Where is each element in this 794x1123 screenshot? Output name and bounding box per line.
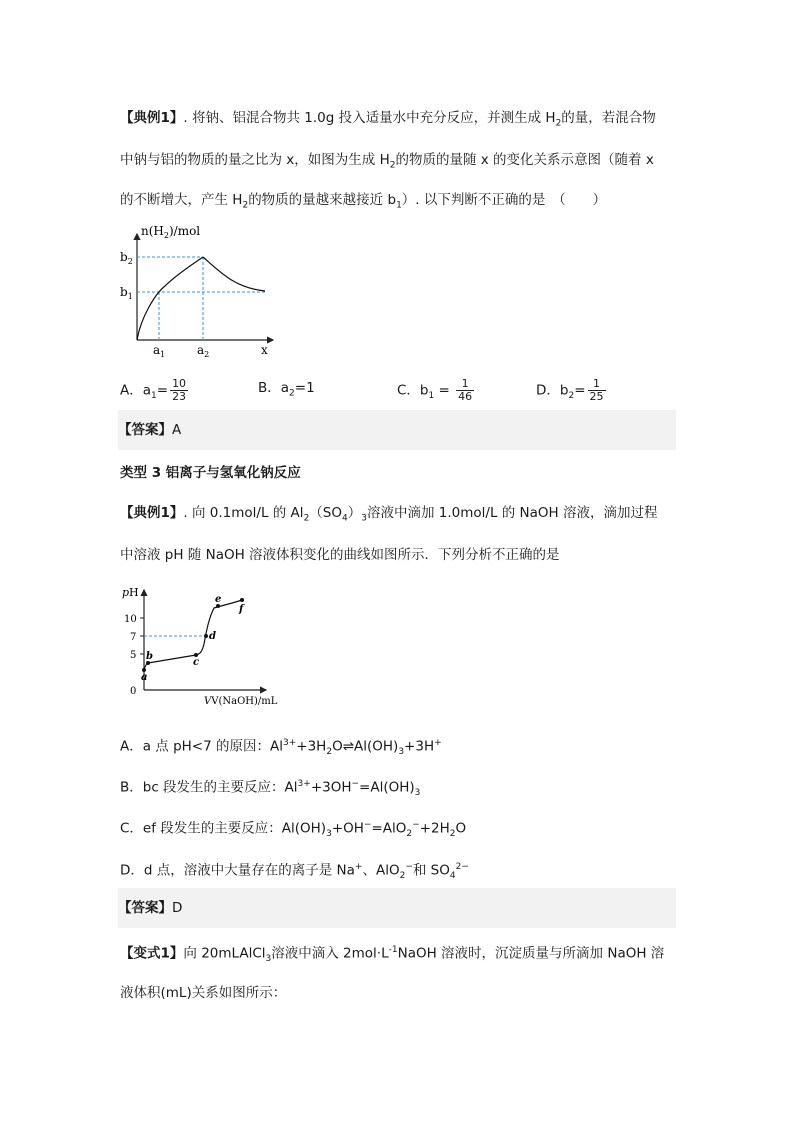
option1-b: B．$a_2=1$ (258, 380, 315, 399)
chart1-x-label: x (261, 343, 268, 357)
chart2-figure (118, 582, 278, 706)
chart2-point-d-label: d (209, 631, 216, 642)
chart2-point-c-label: c (193, 657, 200, 668)
variant1-label: 【变式1】 (120, 945, 184, 962)
chart2-point-f-label: f (239, 604, 244, 615)
example2-label: 【典例1】 (120, 505, 184, 521)
variant1-line2: 液体积(mL)关系如图所示： (120, 985, 287, 1001)
example2-line1: 【典例1】. 向 0.1mol/L 的 $Al_2(SO_4)_3$溶液中滴加 1.0mol/L 的 NaOH 溶液，滴加过程 (120, 505, 658, 524)
chart1-rising-curve (137, 257, 203, 340)
option2-c: C．ef 段发生的主要反应：$Al(OH)_3+OH^-=AlO_2^-+2H_2O$ (120, 820, 467, 840)
option1-c: C．$b_1$ = $\frac{1}{46}$ (397, 377, 473, 403)
answer1-value: A (172, 422, 182, 438)
chart2-point-d (204, 634, 208, 638)
chart1-b1-label: $b_1$ (120, 285, 133, 301)
chart2-tick-5-label: 5 (130, 650, 137, 661)
example1-line2: 中钠与铝的物质的量之比为 x，如图为生成 $H_2$的物质的量随 x 的变化关系示意图（随着 x (120, 152, 654, 171)
example1-line3: 的不断增大，产生 $H_2$的物质的量越来越接近 $b_1$）. 以下判断不正确的是 （ ） (120, 192, 607, 211)
chart2-x-label: VV(NaOH)/mL (204, 696, 278, 706)
option2-b: B．bc 段发生的主要反应：$Al^{3+}+3OH^-=Al(OH)_3$ (120, 779, 421, 799)
answer2-value: D (172, 900, 183, 916)
answer1-box: 【答案】A (118, 410, 676, 450)
chart2-tick-10-label: 10 (124, 614, 137, 625)
chart2-tick-0-label: 0 (130, 686, 137, 697)
example1-line1: 【典例1】. 将钠、铝混合物共 1.0g 投入适量水中充分反应，并测生成 $H_2$的量，若混合物 (120, 110, 656, 129)
chart2-point-e-label: e (215, 594, 222, 605)
chart2-y-label: pH (122, 586, 139, 599)
option1-a: A．$a_1=$ $\frac{10}{23}$ (120, 377, 187, 403)
chart1-b2-label: $b_2$ (120, 250, 133, 266)
chart1-y-label: $n(H_2)$/mol (141, 224, 201, 240)
chart2-point-a-label: a (141, 672, 148, 683)
option1-d: D．$b_2=$ $\frac{1}{25}$ (536, 377, 604, 403)
chart1-falling-curve (203, 257, 265, 291)
chart2-tick-7-label: 7 (130, 632, 137, 643)
answer2-box: 【答案】D (118, 888, 676, 928)
chart1-a1-label: $a_1$ (153, 343, 166, 359)
chart2-point-f (240, 598, 244, 602)
chart2-point-b-label: b (146, 651, 153, 662)
chart1-figure (115, 222, 285, 364)
example1-label: 【典例1】 (120, 110, 184, 126)
option2-a: A．a 点 pH<7 的原因：$Al^{3+}+3H_2O\rightleftharpoons Al(OH)_3+3H^+$ (120, 738, 442, 758)
option2-d: D．d 点，溶液中大量存在的离子是 Na+、AlO$_2$−和 $SO_4^{2-}$ (120, 862, 469, 882)
variant1-line1: 【变式1】向 20mLAlCl$_3$溶液中滴入 $2mol\cdot L^{-1}NaOH$ 溶液时，沉淀质量与所滴加 NaOH 溶 (120, 945, 665, 965)
example2-line2: 中溶液 pH 随 NaOH 溶液体积变化的曲线如图所示．下列分析不正确的是 (120, 547, 560, 563)
type3-heading: 类型 3 铝离子与氢氧化钠反应 (120, 465, 301, 481)
chart1-a2-label: $a_2$ (197, 343, 210, 359)
